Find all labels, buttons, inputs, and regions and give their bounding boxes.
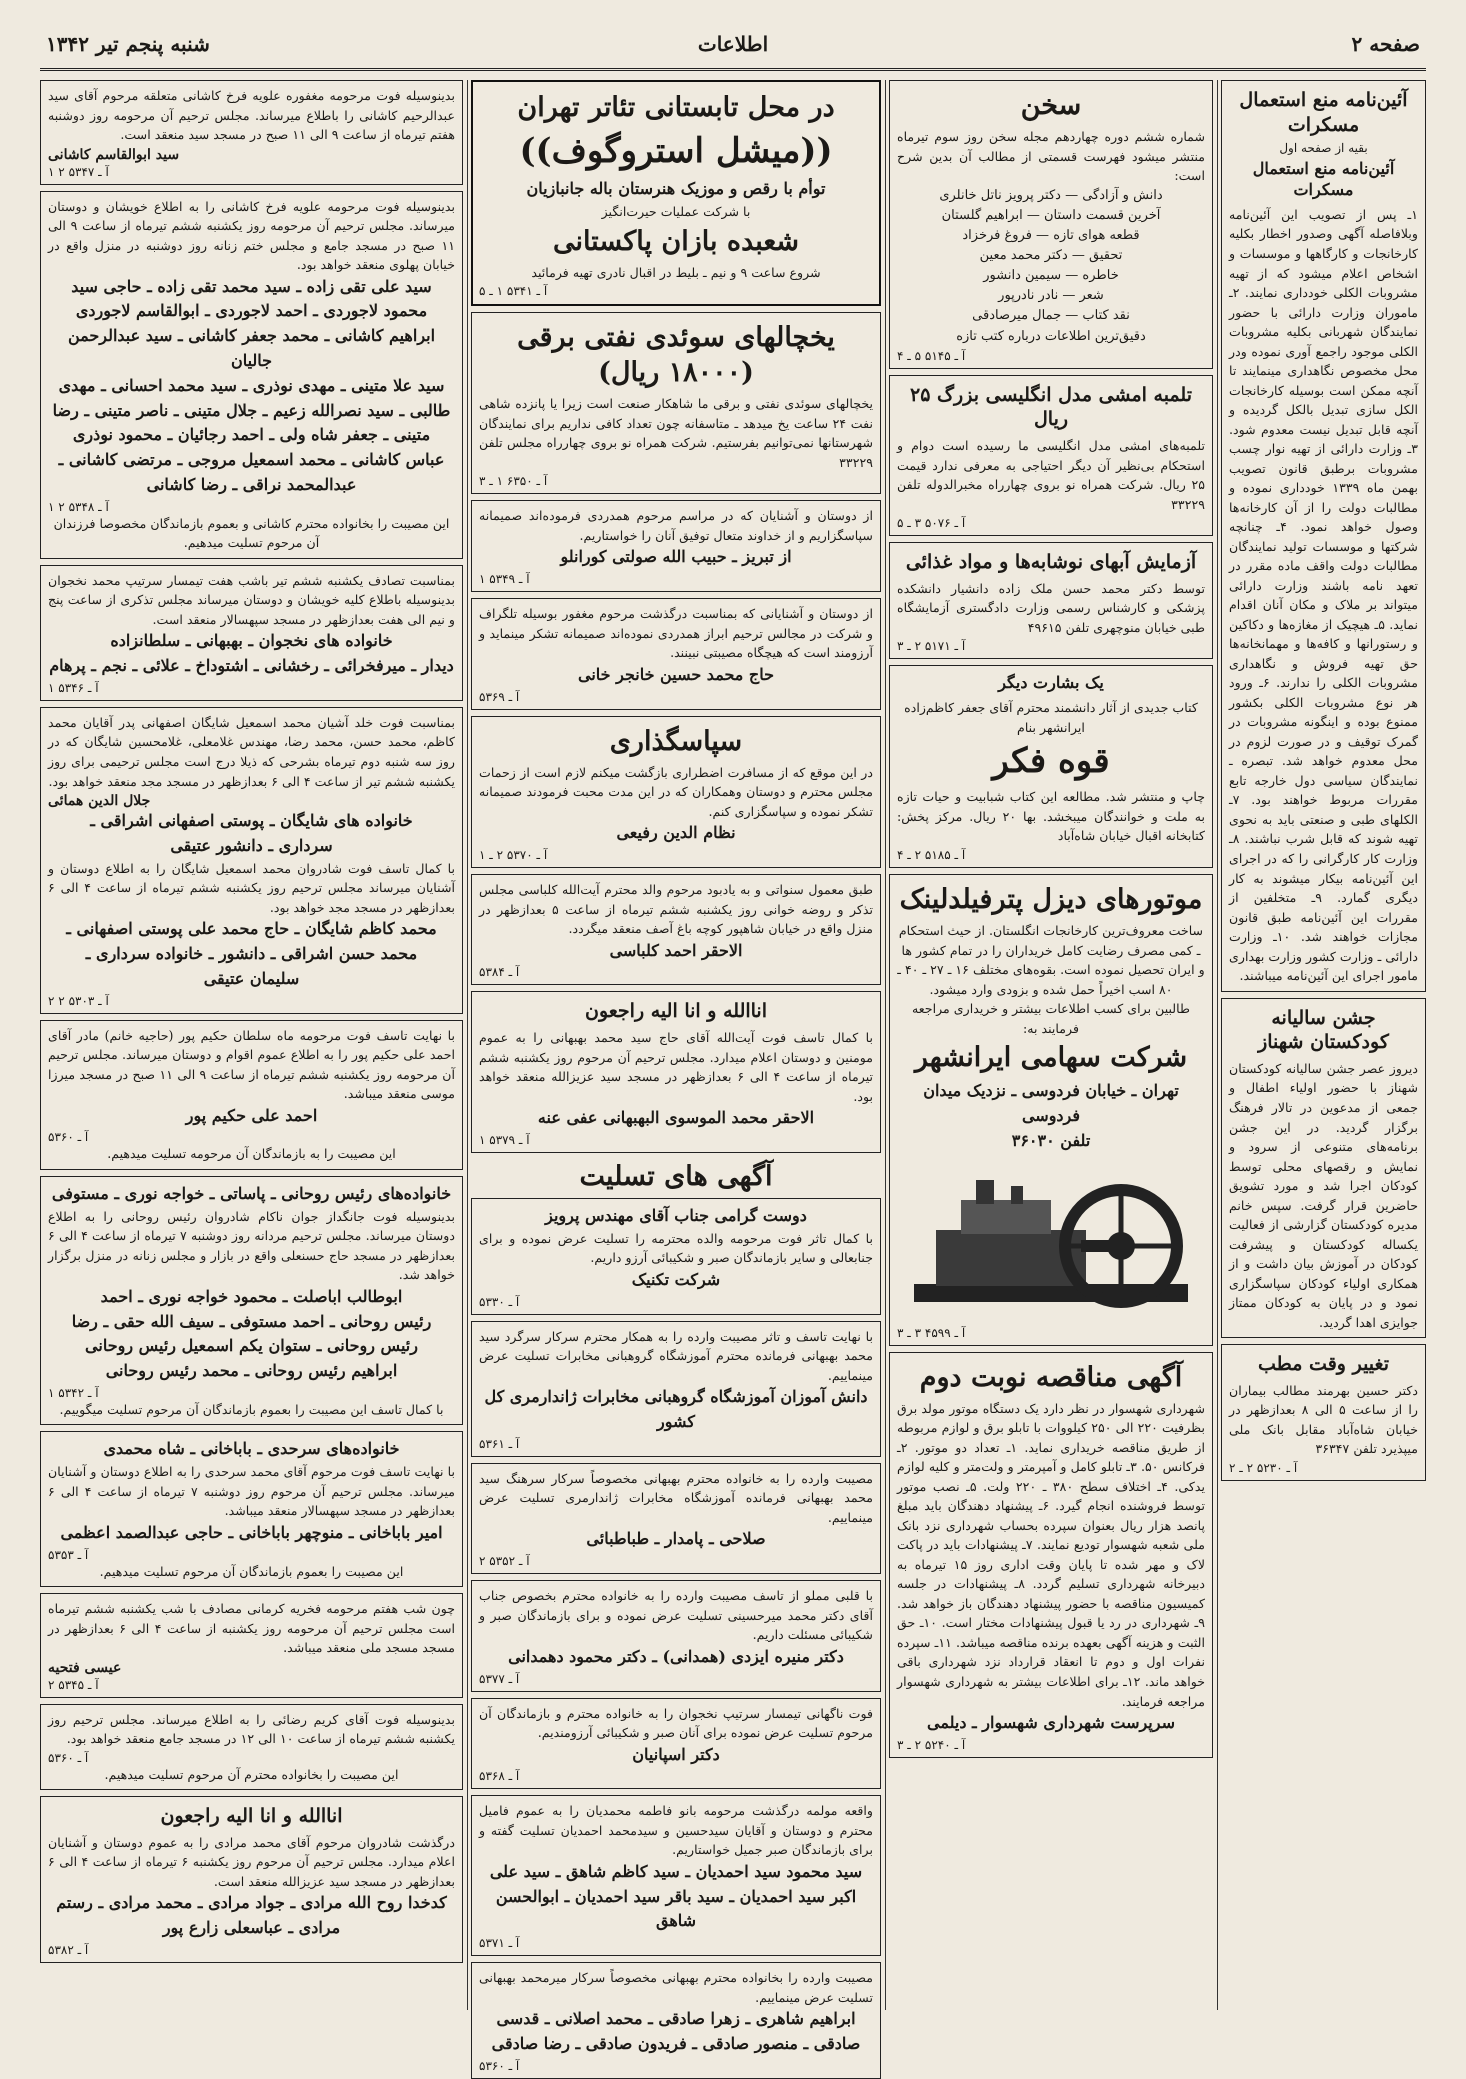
names-line: کدخدا روح الله مرادی ـ جواد مرادی ـ محمد مرادی ـ رستم مرادی ـ عباسعلی زارع پور: [56, 1893, 447, 1938]
notice-footer: با کمال تاسف این مصیبت را بعموم بازماندگان آن مرحوم تسلیت میگوییم.: [59, 1401, 444, 1417]
names-line: دیدار ـ میرفخرائی ـ رخشانی ـ اشتوداخ ـ علائی ـ نجم ـ پرهام: [49, 656, 454, 676]
ad-reference: آ ـ ۵۱۷۱ ۲ ـ ۳: [897, 639, 966, 654]
names-line: سید علی تقی زاده ـ سید محمد تقی زاده ـ حاجی سید: [71, 276, 432, 296]
paper-name: اطلاعات: [697, 32, 769, 56]
notice-head: دوست گرامی جناب آقای مهندس پرویز: [545, 1206, 807, 1226]
ad-reference: آ ـ ۵۳۴۷ ۲ ۱: [48, 164, 109, 179]
list-item: تحقیق — دکتر محمد معین: [979, 248, 1123, 264]
notice-signature: جلال الدین همائی: [48, 793, 151, 810]
names-line: رئیس روحانی ـ ستوان یکم اسمعیل رئیس روحانی: [85, 1336, 418, 1356]
ad-title: موتورهای دیزل پترفیلدلینک: [899, 884, 1203, 915]
ad-reference: آ ـ ۵۱۸۵ ۲ ـ ۴: [897, 848, 966, 862]
notice-body: در این موقع که از مسافرت اضطراری بازگشت میکنم لازم است از زحمات مجلس محترم و دوستان وهمکاران که در این مدت محبت فرمودند صمیمانه تشکر نموده و سپاسگزاری کنم.: [479, 764, 873, 819]
masthead: [40, 28, 1426, 71]
ad-title: تلمبه امشی مدل انگلیسی بزرگ ۲۵ ریال: [910, 383, 1192, 431]
names-line: رئیس روحانی ـ احمد مستوفی ـ سیف الله حقی ـ رضا: [71, 1311, 432, 1331]
ad-intro: شماره ششم دوره چهاردهم مجله سخن روز سوم تیرماه منتشر میشود فهرست قسمتی از مطالب آن بدین شرح است:: [897, 129, 1205, 184]
book-ad: [889, 665, 1213, 868]
play-title: ((میشل استروگوف)): [519, 131, 833, 172]
ad-reference: آ ـ ۵۳۶۹: [479, 689, 520, 704]
memorial-notice: [40, 565, 463, 701]
ad-reference: آ ـ ۵۳۸۴: [479, 965, 520, 980]
notice-body: واقعه مولمه درگذشت مرحومه بانو فاطمه محمدیان را به عموم فامیل محترم و دوستان و آقایان سیدحسین و سیدمحمد احمدیان تسلیت گفته و برای بازماندگان صبر جمیل خواستاریم.: [479, 1803, 873, 1858]
column-divider: [885, 80, 886, 2010]
notice-body: بمناسبت فوت خلد آشیان محمد اسمعیل شایگان اصفهانی پدر آقایان محمد کاظم، محمد حسن، محمد رضا، مهندس غلامعلی، غلامحسین شایگان که در روز سه شنبه دوم تیرماه بشرحی که ذیلا درج است مجلس ترحیمی برای روز یکشنبه ششم تیر از ساعت ۴ الی ۶ بعدازظهر در مسجد مجد منعقد خواهد بود.: [48, 714, 455, 789]
clinic-hours-notice: [1221, 1344, 1426, 1481]
notice-body: با کمال تاسف فوت شادروان محمد اسمعیل شایگان را به اطلاع دوستان و آشنایان میرساند مجلس ترحیم روز یکشنبه ششم تیرماه از ساعت ۴ الی ۶ بعدازظهر در مسجد مجد خواهد بود.: [48, 860, 455, 915]
column-divider: [1217, 80, 1218, 2010]
notice-footer: این مصیبت را بخانواده محترم کاشانی و بعموم بازماندگان مخصوصا فرزندان آن مرحوم تسلیت میدهیم.: [53, 515, 450, 551]
pump-ad: [889, 375, 1213, 536]
notice-body: با نهایت تاسف فوت مرحومه ماه سلطان حکیم پور (حاجیه خانم) مادر آقای احمد علی حکیم پور را به اطلاع عموم اقوام و دوستان میرساند. مجلس ترحیم آن مرحومه روز یکشنبه ششم تیرماه از ساعت ۹ الی ۱۱ صبح در مسجد میرزا موسی منعقد میباشد.: [48, 1027, 455, 1102]
ad-body: چاپ و منتشر شد. مطالعه این کتاب شبابیت و حیات تازه به ملت و خوانندگان میبخشد. بها ۲۰ ریال. مرکز پخش: کتابخانه اقبال خیابان شاه‌آباد: [897, 789, 1205, 844]
issue-date: شنبه پنجم تیر ۱۳۴۲: [46, 32, 210, 56]
page-number: صفحه ۲: [1351, 32, 1420, 56]
notice-body: با کمال تاسف فوت آیت‌الله آقای حاج سید محمد بهبهانی را به عموم مومنین و دوستان اعلام میدارد. مجلس ترحیم آن مرحوم روز یکشنبه ششم تیرماه از ساعت ۴ الی ۶ بعدازظهر در مسجد سید عزیزالله منعقد خواهد بود.: [479, 1030, 873, 1104]
notice-signature: سید محمود سید احمدیان ـ سید کاظم شاهق ـ سید علی اکبر سید احمدیان ـ سید باقر سید احمدیان ـ ابوالحسن شاهق: [489, 1861, 863, 1931]
company-name: شرکت سهامی ایرانشهر: [914, 1042, 1188, 1074]
memorial-notice: [471, 874, 881, 985]
names-line: ابراهیم کاشانی ـ محمد جعفر کاشانی ـ سید عبدالرحمن جالیان: [67, 326, 436, 370]
notice-signature: الاحقر محمد الموسوی البهبهانی عفی عنه: [537, 1108, 815, 1128]
names-line: عباس کاشانی ـ محمد اسمعیل مروجی ـ مرتضی کاشانی ـ: [58, 450, 445, 470]
notice-signature: سرپرست شهرداری شهسوار ـ دیلمی: [927, 1713, 1175, 1733]
notice-body: بمناسبت تصادف یکشنبه ششم تیر باشب هفت تیمسار سرتیپ محمد نخجوان بدینوسیله باطلاع کلیه خویشان و دوستان میرساند مجلس تذکری از ساعت پنج و نیم الی هفت بعدازظهر در مسجد سپهسالار منعقد است.: [48, 572, 455, 627]
ad-body: ساخت معروف‌ترین کارخانجات انگلستان. از حیث استحکام ـ کمی مصرف رضایت کامل خریداران را در تمام کشور ها و ایران تحصیل نموده است. بقوه‌های مختلف ۱۶ ـ ۲۷ ـ ۴۰ ـ ۸۰ اسب اخیراً حمل شده و بزودی وارد میشود.: [897, 923, 1205, 997]
condolence-notice: [471, 1321, 881, 1457]
notice-body: با نهایت تاسف و تاثر مصیبت وارده را به همکار محترم سرکار سرگرد سید محمد بهبهانی فرمانده محترم آموزشگاه گروهبانی مخابرات تسلیت عرض مینماییم.: [479, 1328, 873, 1383]
list-item: شعر — نادر نادرپور: [998, 288, 1104, 304]
ad-reference: آ ـ ۵۳۶۸: [479, 1769, 520, 1784]
obituary-notice: [40, 1176, 463, 1426]
ad-reference: آ ـ ۵۳۷۱: [479, 1936, 520, 1951]
notice-body: بدینوسیله فوت آقای کریم رضائی را به اطلاع میرساند. مجلس ترحیم روز یکشنبه ششم تیرماه از ساعت ۱۰ الی ۱۲ در مسجد جامع منعقد خواهد بود.: [48, 1711, 455, 1747]
notice-body: با قلبی مملو از تاسف مصیبت وارده را به خانواده محترم بخصوص جناب آقای دکتر محمد میرحسینی تسلیت عرض نموده و برای بازماندگان صبر و شکیبائی مسئلت داریم.: [479, 1588, 873, 1643]
notice-body: از دوستان و آشنایانی که بمناسبت درگذشت مرحوم مغفور بوسیله تلگراف و شرکت در مجالس ترحیم ابراز همدردی نموده‌اند صمیمانه تشکر مینماید و آرزومند است که هیچگاه مصیبتی نبینند.: [479, 606, 873, 661]
notice-title: سپاسگذاری: [609, 725, 743, 757]
ad-reference: آ ـ ۵۳۵۲ ۲: [479, 1554, 530, 1569]
notice-footer: این مصیبت را بعموم بازماندگان آن مرحوم تسلیت میدهیم.: [99, 1563, 404, 1579]
notice-body: شهرداری شهسوار در نظر دارد یک دستگاه موتور مولد برق بظرفیت ۲۲۰ الی ۲۵۰ کیلووات با تابلو برق و لوازم مربوطه از طریق مناقصه خریداری نماید. ۱ـ تعداد دو موتور. ۲ـ فرکانس ۵۰. ۳ـ تابلو کامل و آمپرمتر و ولت‌متر و کلیه لوازم یدکی. ۴ـ اختلاف سطح ۳۸۰ ـ ۲۲۰ ولت. ۵ـ نصب موتور توسط فروشنده انجام گیرد. ۶ـ پیشنهاد دهندگان باید مبلغ پانصد هزار ریال بعنوان سپرده بحساب شهرداری نزد بانک ملی شعبه شهسوار تودیع نمایند. ۷ـ پیشنهادات باید در پاکت لاک و مهر شده تا پایان وقت اداری روز ۱۵ تیرماه به دبیرخانه شهرداری تسلیم گردد. ۸ـ پیشنهادات در جلسه کمیسیون مناقصه با حضور پیشنهاد دهندگان باز خواهد شد. ۹ـ شهرداری در رد یا قبول پیشنهادات مختار است. ۱۰ـ حق الثبت و هزینه آگهی بعهده برنده مناقصه میباشد. ۱۱ـ سپرده نفرات اول و دوم تا انعقاد قرارداد نزد شهرداری باقی خواهد ماند. ۱۲ـ برای اطلاعات بیشتر به شهرداری شهسوار مراجعه فرمایند.: [897, 1400, 1206, 1709]
notice-title: تغییر وقت مطب: [1258, 1353, 1389, 1376]
obituary-notice: [40, 80, 463, 185]
ad-reference: آ ـ ۵۳۴۹ ۱: [479, 572, 530, 587]
notice-signature: از تبریز ـ حبیب الله صولتی کورانلو: [560, 547, 792, 567]
ad-line: توأم با رقص و موزیک هنرستان باله جانبازیان: [526, 179, 826, 199]
ad-reference: آ ـ ۵۲۳۰ ۲ ـ ۲: [1229, 1460, 1298, 1475]
ad-reference: آ ـ ۵۳۶۰: [479, 2058, 520, 2073]
article-subtitle: آئین‌نامه منع استعمال مسکرات: [1252, 159, 1395, 200]
notice-body: چون شب هفتم مرحومه فخریه کرمانی مصادف با شب یکشنبه ششم تیرماه است مجلس ترحیم آن مرحومه روز یکشنبه از ساعت ۴ الی ۶ بعدازظهر در مسجد مسجد ملی منعقد میباشد.: [48, 1601, 456, 1656]
ad-reference: آ ـ ۵۱۴۵ ۵ ـ ۴: [897, 348, 966, 363]
condolence-notice: [471, 1463, 881, 1574]
families-heading: خانواده های شایگان ـ پوستی اصفهانی اشراقی ـ: [90, 811, 413, 831]
notice-signature: دانش آموزان آموزشگاه گروهبانی مخابرات ژاندارمری کل کشور: [484, 1387, 868, 1432]
notice-body: بدینوسیله فوت مرحومه علویه فرخ کاشانی را به اطلاع خویشان و دوستان میرساند. مجلس ترحیم آن مرحومه روز یکشنبه ششم تیرماه از ساعت ۹ الی ۱۱ صبح در مسجد جامع و مجلس ختم زنانه روز دوشنبه در منزل واقع در خیابان پهلوی منعقد خواهد بود.: [48, 198, 455, 273]
notice-signature: ابراهیم شاهری ـ زهرا صادقی ـ محمد اصلانی ـ قدسی صادقی ـ منصور صادقی ـ فریدون صادقی ـ رضا صادقی: [491, 2009, 861, 2054]
notice-signature: عیسی فتحیه: [48, 1659, 122, 1676]
company-phone: تلفن ۳۶۰۳۰: [1011, 1130, 1091, 1150]
obituary-notice: [40, 707, 463, 1014]
ad-line: با شرکت عملیات حیرت‌انگیز: [601, 204, 751, 220]
ad-body: تلمبه‌های امشی مدل انگلیسی ما رسیده است دوام و استحکام بی‌نظیر آن دیگر احتیاجی به معرفی ندارد قیمت ۲۵ ریال. شرکت همراه نو بروی چهارراه مخبرالدوله تلفن ۳۳۲۲۹: [897, 438, 1205, 512]
memorial-notice: [471, 991, 881, 1153]
obituary-notice: [40, 191, 463, 559]
refrigerator-ad: [471, 312, 881, 494]
ad-kicker: یک بشارت دیگر: [998, 673, 1104, 693]
ad-reference: آ ـ ۵۳۴۶ ۱: [48, 680, 99, 695]
gratitude-notice: [471, 716, 881, 868]
notice-title: اناالله و انا الیه راجعون: [584, 1000, 767, 1023]
notice-body: بدینوسیله فوت جانگداز جوان ناکام شادروان رئیس روحانی را به اطلاع دوستان میرساند. مجلس ترحیم مردانه روز دوشنبه ۷ تیرماه از ساعت ۴ الی ۶ بعدازظهر در مسجد حاج حسنعلی واقع در بازار و مجلس زنانه در منزل برگزار خواهد شد.: [48, 1208, 455, 1283]
column-2: [889, 80, 1213, 2010]
thanks-notice: [471, 598, 881, 709]
notice-body: بدینوسیله فوت مرحومه مغفوره علویه فرخ کاشانی متعلقه مرحوم آقای سید عبدالرحیم کاشانی را باطلاع میرساند. مجلس ترحیم آن مرحومه روز دوشنبه هفتم تیرماه از ساعت ۹ الی ۱۱ صبح در مسجد سید منعقد است.: [48, 88, 455, 143]
ad-reference: آ ـ ۵۳۶۱: [479, 1436, 520, 1451]
notice-footer: این مصیبت را بخانواده محترم آن مرحوم تسلیت میدهیم.: [104, 1766, 399, 1782]
notice-signature: نظام الدین رفیعی: [616, 823, 736, 843]
ad-reference: آ ـ ۵۳۴۱ ۱ ـ ۵: [479, 284, 548, 299]
ad-body: توسط دکتر محمد حسن ملک زاده دانشیار دانشکده پزشکی و کارشناس رسمی وزارت دادگستری آزمایشگاه طبی خیابان منوچهری تلفن ۴۹۶۱۵: [897, 580, 1205, 635]
names-line: طالبی ـ سید نصرالله زعیم ـ جلال متینی ـ ناصر متینی ـ رضا: [52, 400, 451, 420]
notice-signature: سید ابوالقاسم کاشانی: [48, 146, 180, 163]
names-line: محمود لاجوردی ـ احمد لاجوردی ـ ابوالقاسم لاجوردی: [75, 301, 428, 321]
section-title: آگهی های تسلیت: [579, 1160, 773, 1192]
ad-title: آزمایش آبهای نوشابه‌ها و مواد غذائی: [905, 551, 1197, 574]
notice-title: آگهی مناقصه نوبت دوم: [919, 1361, 1183, 1393]
ad-reference: آ ـ ۵۳۳۰: [479, 1294, 520, 1309]
families-heading: سرداری ـ دانشور عتیقی: [170, 835, 333, 855]
column-4: [40, 80, 463, 2010]
names-line: محمد کاظم شایگان ـ حاج محمد علی پوستی اصفهانی ـ: [66, 919, 437, 939]
lab-ad: [889, 542, 1213, 659]
notice-signature: الاحقر احمد کلباسی: [609, 940, 743, 960]
ad-reference: آ ـ ۵۳۷۷: [479, 1671, 520, 1686]
ad-reference: آ ـ ۵۳۸۲: [48, 1943, 89, 1958]
ad-reference: آ ـ ۵۳۷۹ ۱: [479, 1132, 530, 1147]
diesel-engine-illustration: [906, 1160, 1196, 1320]
notice-footer: این مصیبت را به بازماندگان آن مرحومه تسلیت میدهیم.: [107, 1146, 396, 1162]
notice-signature: حاج محمد حسین خانجر خانی: [577, 664, 775, 684]
memorial-notice: [40, 1593, 463, 1698]
notice-body: فوت ناگهانی تیمسار سرتیپ نخجوان را به خانواده محترم و بازماندگان آن مرحوم تسلیت عرض نموده برای آنان صبر و شکیبائی آرزومندیم.: [479, 1705, 873, 1741]
book-title: قوه فکر: [992, 741, 1110, 782]
names-line: سید علا متینی ـ مهدی نوذری ـ سید محمد احسانی ـ مهدی: [58, 375, 445, 395]
notice-body: دکتر حسین بهرمند مطالب بیماران را از ساعت ۵ الی ۸ بعدازظهر در خیابان شاه‌آباد مقابل بانک ملی میپذیرد تلفن ۳۶۳۴۷: [1229, 1382, 1418, 1457]
ad-body: یخچالهای سوئدی نفتی و برقی ما شاهکار صنعت است زیرا یا پانزده شاهی نفت ۲۴ ساعت یخ میدهد ـ متاسفانه چون تعداد کافی نداریم برای نمایندگان شهرستانها نمی‌توانیم بفرستیم. شرکت همراه نو بروی چهارراه مجلس تلفن ۳۳۲۲۹: [479, 396, 873, 470]
ad-reference: آ ـ ۴۵۹۹ ۳ ـ ۳: [897, 1325, 966, 1340]
notice-body: مصیبت وارده را به خانواده محترم بهبهانی مخصوصاً سرکار سرهنگ سید محمد بهبهانی فرمانده آموزشگاه مخابرات ژاندارمری تسلیت عرض مینماییم.: [479, 1470, 873, 1525]
ad-title: سخن: [1020, 90, 1082, 121]
condolence-notice: [471, 1698, 881, 1790]
article-continuation: بقیه از صفحه اول: [1279, 141, 1368, 156]
sokhan-magazine-ad: [889, 80, 1213, 369]
list-item: قطعه هوای تازه — فروغ فرخزاد: [962, 227, 1140, 243]
names-line: محمد حسن اشراقی ـ دانشور ـ خانواده سرداری ـ: [85, 943, 418, 963]
ad-title: یخچالهای سوئدی نفتی برقی (۱۸۰۰۰ ریال): [517, 322, 835, 389]
notice-signature: دکتر اسپانیان: [632, 1744, 720, 1764]
theatre-ad: [471, 80, 881, 306]
names-line: عبدالمحمد نراقی ـ رضا کاشانی: [146, 474, 357, 494]
diesel-engine-ad: [889, 874, 1213, 1346]
obituary-notice: [40, 1796, 463, 1963]
contents-list: [897, 186, 1205, 347]
notice-signature: احمد علی حکیم پور: [185, 1105, 318, 1125]
notice-title: اناالله و انا الیه راجعون: [160, 1805, 343, 1828]
ad-reference: آ ـ ۵۲۴۰ ۲ ـ ۳: [897, 1737, 966, 1752]
families-heading: خانواده‌های رئیس روحانی ـ پاساتی ـ خواجه نوری ـ مستوفی: [51, 1183, 452, 1203]
ad-title: در محل تابستانی تئاتر تهران: [517, 92, 835, 123]
ad-reference: آ ـ ۵۳۴۸ ۲ ۱: [48, 499, 109, 514]
company-address: تهران ـ خیابان فردوسی ـ نزدیک میدان فردوسی: [923, 1081, 1179, 1126]
ad-reference: آ ـ ۵۳۷۰ ۲ ـ ۱: [479, 848, 548, 863]
obituary-notice: [40, 1020, 463, 1170]
condolence-notice: [471, 1795, 881, 1956]
kindergarten-article: [1221, 998, 1426, 1339]
notice-body: با نهایت تاسف فوت مرحوم آقای محمد سرحدی را به اطلاع دوستان و آشنایان میرساند. مجلس ترحیم آن مرحوم روز دوشنبه ۷ تیرماه از ساعت ۴ الی ۶ بعدازظهر در مسجد سپهسالار منعقد میباشد.: [48, 1464, 455, 1519]
notice-body: از دوستان و آشنایان که در مراسم مرحوم همدردی فرموده‌اند صمیمانه سپاسگزاریم و از خداوند متعال توفیق آنان را خواستاریم.: [479, 508, 873, 543]
list-item: دانش و آزادگی — دکتر پرویز ناتل خانلری: [939, 187, 1163, 203]
ad-body: طالبین برای کسب اطلاعات بیشتر و خریداری مراجعه فرمایند به:: [911, 1001, 1191, 1036]
article-title: آئین‌نامه منع استعمال مسکرات: [1239, 89, 1408, 136]
families-heading: خانواده‌های سرحدی ـ باباخانی ـ شاه محمدی: [103, 1439, 400, 1459]
article-title: جشن سالیانه کودکستان شهناز: [1258, 1006, 1389, 1054]
notice-body: مصیبت وارده را بخانواده محترم بهبهانی مخصوصاً سرکار میرمحمد بهبهانی تسلیت عرض مینماییم.: [479, 1970, 873, 2005]
ad-line: شروع ساعت ۹ و نیم ـ بلیط در اقبال نادری تهیه فرمائید: [531, 264, 821, 280]
notice-body: درگذشت شادروان مرحوم آقای محمد مرادی را به عموم دوستان و آشنایان اعلام میدارد. مجلس ترحیم آن مرحوم روز یکشنبه ۶ تیرماه از ساعت ۴ الی ۶ بعدازظهر در مسجد سید عزیزالله منعقد است.: [48, 1834, 455, 1889]
names-line: متینی ـ جعفر شاه ولی ـ احمد رجائیان ـ محمود نوذری: [72, 425, 431, 445]
obituary-notice: [40, 1431, 463, 1587]
ad-reference: آ ـ ۵۳۴۵ ۲: [48, 1677, 99, 1692]
notice-body: با کمال تاثر فوت مرحومه والده محترمه را تسلیت عرض نموده و برای جنابعالی و سایر بازماندگان صبر و شکیبائی آرزو داریم.: [479, 1230, 873, 1266]
ad-reference: آ ـ ۵۳۵۳: [48, 1547, 89, 1562]
obituary-notice: [40, 1704, 463, 1791]
list-item: نقد کتاب — جمال میرصادقی: [972, 308, 1130, 324]
condolence-notice: [471, 1580, 881, 1691]
thanks-notice: [471, 500, 881, 592]
ad-reference: آ ـ ۶۳۵۰ ۱ ـ ۳: [479, 474, 548, 489]
notice-signature: دکتر منیره ایزدی (همدانی) ـ دکتر محمود دهمدانی: [508, 1646, 844, 1666]
list-item: خاطره — سیمین دانشور: [983, 268, 1119, 284]
names-line: ابراهیم رئیس روحانی ـ محمد رئیس روحانی: [105, 1361, 398, 1381]
notice-signature: شرکت تکنیک: [631, 1269, 721, 1289]
list-item: آخرین قسمت داستان — ابراهیم گلستان: [941, 207, 1161, 223]
families-heading: خانواده های نخجوان ـ بهبهانی ـ سلطانزاده: [110, 631, 393, 651]
condolence-notice: [471, 1962, 881, 2079]
ad-line: شعبده بازان پاکستانی: [552, 225, 800, 257]
notice-body: طبق معمول سنواتی و به یادبود مرحوم والد محترم آیت‌الله کلباسی مجلس تذکر و روضه خوانی روز یکشنبه ششم تیرماه از ساعت ۵ بعدازظهر در منزل واقع در خیابان شاهپور کوچه باغ آصف منعقد میگردد.: [479, 882, 873, 937]
tender-notice: [889, 1352, 1213, 1758]
ad-reference: آ ـ ۵۳۶۰: [48, 1130, 89, 1145]
column-3: [471, 80, 881, 2073]
ad-intro: کتاب جدیدی از آثار دانشمند محترم آقای جعفر کاظم‌زاده ایرانشهر بنام: [904, 700, 1198, 735]
column-1: [1221, 80, 1426, 2010]
ad-reference: آ ـ ۵۳۴۲ ۱: [48, 1385, 99, 1400]
column-divider: [467, 80, 468, 2010]
condolence-notice: [471, 1198, 881, 1315]
list-item: دقیق‌ترین اطلاعات درباره کتب تازه: [956, 328, 1146, 344]
names-line: ابوطالب اباصلت ـ محمود خواجه نوری ـ احمد: [100, 1286, 403, 1306]
article-body: ۱ـ پس از تصویب این آئین‌نامه وبلافاصله آگهی وصدور اخطار بکلیه کارخانجات و کارگاهها و موسسات و اشخاص اعلام میشود که از تهیه مشروبات الکلی خودداری نمایند. ۲ـ ماموران وزارت دارائی با حضور نمایندگان شهربانی بکلیه مشروبات الکلی موجود راجمع آوری نموده ودر محل مخصوص نگاهداری مینمایند تا آنچه ممکن است بوسیله کارخانجات الکل سازی تبدیل بالکل گردیده و آنچه قابل تبدیل نیست معدوم شود. ۳ـ وزارت دارائی از تهیه نوار چسب مشروبات برطبق قانون تصویب بهمن ماه ۱۳۳۹ خودداری نموده و مطالبات دولت را از آن کارخانه‌ها وصول خواهد نمود. ۴ـ چنانچه شرکتها و موسسات تولید نمایندگان مطالبات دولت واقف ماده مقرر در تعهد نامه باشند وزارت دارائی میتواند بر ملاک و مکان آنان اقدام نماید. ۵ـ هیچیک از مغازه‌ها و دکاکین و رستورانها و کافه‌ها و مهمانخانه‌ها حق تهیه فروش و نگاهداری مشروبات الکلی را ندارند. ۶ـ ورود هر نوع مشروبات الکلی بکشور ممنوع بوده و اینگونه مشروبات در گمرک توقیف و در صورت لزوم در محل معدوم خواهد شد. تبصره ـ نمایندگان سیاسی دول خارجه تابع مقررات مربوط خواهند بود. ۷ـ الکلهای طبی و صنعتی باید به نحوی تهیه شوند که قابل شرب نباشند. ۸ـ وزارت کار کارگرانی را که در اجرای این آئین‌نامه بیکار میشوند به کار دیگری گمارد. ۹ـ متخلفین از مقررات این آئین‌نامه طبق قانون مجازات خواهند شد. ۱۰ـ وزارت دارائی ـ وزارت کشور وزارت بهداری مامور اجرای این آئین‌نامه میباشند.: [1229, 206, 1419, 984]
ad-reference: آ ـ ۵۳۰۳ ۲ ۲: [48, 993, 109, 1008]
article-body: دیروز عصر جشن سالیانه کودکستان شهناز با حضور اولیاء اطفال و جمعی از مدعوین در تالار فرهنگ برگزار گردید. در این جشن برنامه‌های متنوعی از سرود و نمایش و رقصهای محلی توسط کودکان اجرا شد و مورد تشویق حاضرین قرار گرفت. سپس خانم مدیره کودکستان گزارشی از فعالیت یکساله کودکستان و پیشرفت کودکان در آموزش بیان داشت و از همکاری اولیاء کودکان سپاسگزاری نمود و در پایان به کودکان ممتاز جوایزی اهدا گردید.: [1229, 1060, 1418, 1330]
notice-signature: صلاحی ـ پامدار ـ طباطبائی: [586, 1529, 766, 1549]
ad-reference: آ ـ ۵۰۷۶ ۳ ـ ۵: [897, 516, 966, 531]
names-line: سلیمان عتیقی: [203, 968, 300, 988]
names-line: امیر باباخانی ـ منوچهر باباخانی ـ حاجی عبدالصمد اعظمی: [60, 1522, 443, 1542]
regulation-article: [1221, 80, 1426, 992]
ad-reference: آ ـ ۵۳۶۰: [48, 1750, 89, 1765]
